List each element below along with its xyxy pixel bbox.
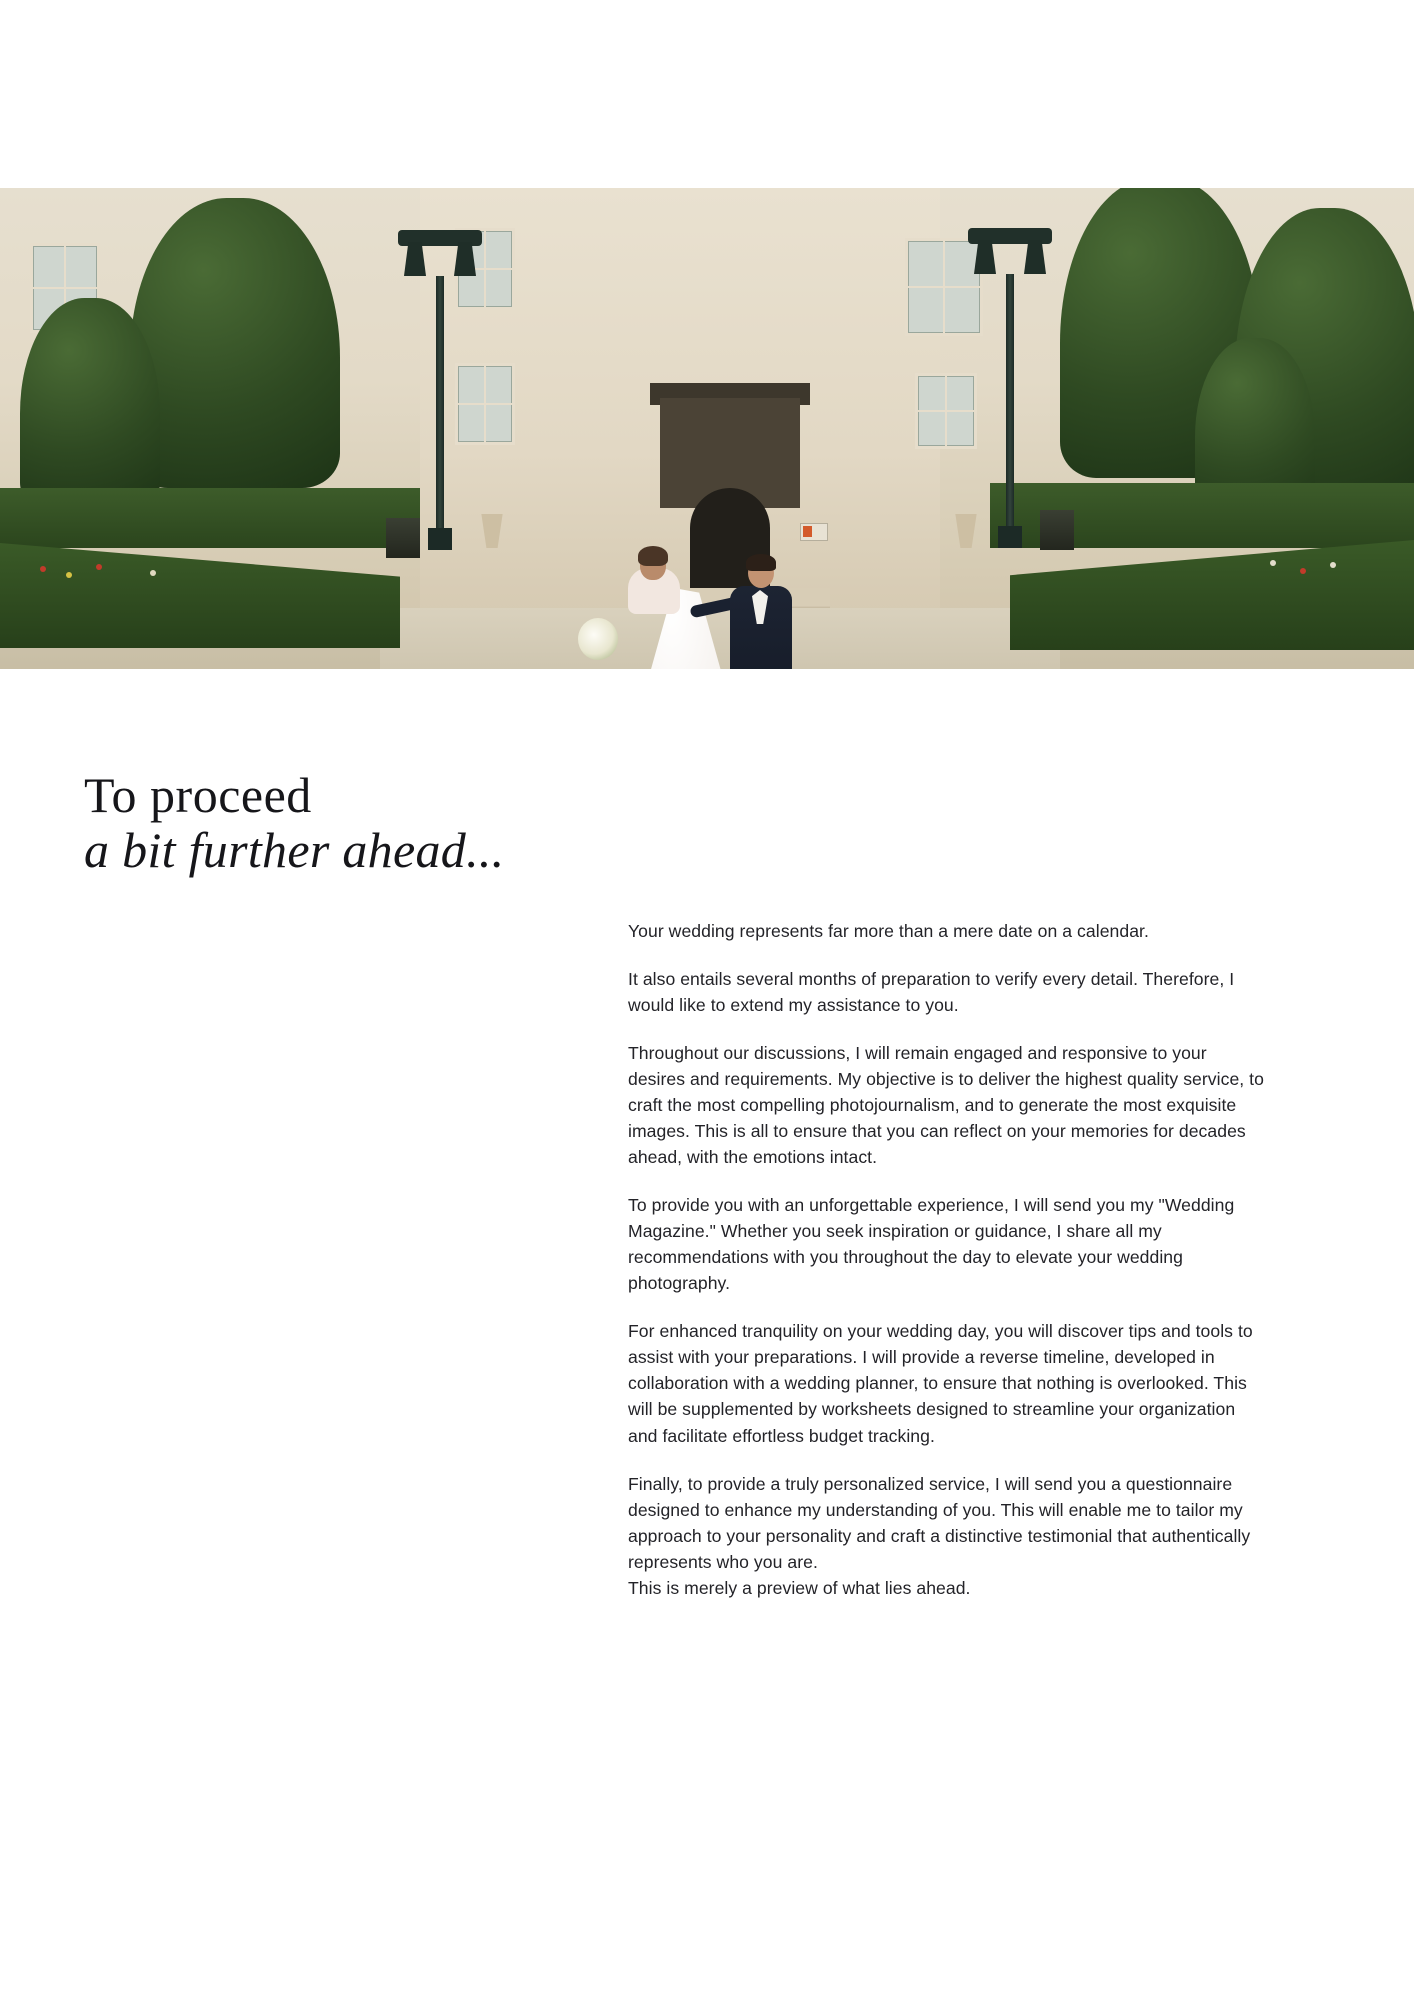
flower-icon: [40, 566, 46, 572]
body-paragraph: For enhanced tranquility on your wedding day, you will discover tips and tools to assist with your preparations. I will provide a reverse timeline, developed in collaboration with a wedding planner, to ensure that nothing is overlooked. This will be supplemented by worksheets designed to streamline your organization and facilitate effortless budget tracking.: [628, 1321, 1253, 1446]
lamp-post-icon: [968, 228, 1052, 548]
body-text-column: [628, 918, 1268, 1601]
topiary-hedge: [20, 298, 160, 508]
hedge-row: [0, 488, 420, 548]
bride-hair: [638, 546, 668, 566]
gravel-path: [380, 608, 1060, 669]
groom-hair: [746, 554, 776, 571]
topiary-hedge: [130, 198, 340, 488]
body-paragraph: Your wedding represents far more than a mere date on a calendar.: [628, 921, 1149, 941]
body-paragraph: Throughout our discussions, I will remain engaged and responsive to your desires and requirements. My objective is to deliver the highest quality service, to craft the most compelling photojournalism, and to generate the most exquisite images. This is all to ensure that you can reflect on your memories for decades ahead, with the emotions intact.: [628, 1043, 1264, 1168]
body-closing-line: This is merely a preview of what lies ahead.: [628, 1577, 971, 1598]
page-title: [84, 767, 704, 881]
lamp-post-icon: [398, 230, 482, 550]
body-paragraph: Finally, to provide a truly personalized service, I will send you a questionnaire designed to enhance my understanding of you. This will enable me to tailor my approach to your personality and craft a distinctive testimonial that authentically represents who you are.: [628, 1473, 1251, 1572]
flower-icon: [1270, 560, 1276, 566]
notice-sign: [800, 523, 828, 541]
hero-scene: [0, 188, 1414, 669]
flower-icon: [1330, 562, 1336, 568]
flower-icon: [96, 564, 102, 570]
bouquet: [578, 618, 618, 660]
page-title-line-1: To proceed: [84, 767, 312, 823]
flower-icon: [66, 572, 72, 578]
flower-icon: [1300, 568, 1306, 574]
body-paragraph: It also entails several months of preparation to verify every detail. Therefore, I would like to extend my assistance to you.: [628, 969, 1235, 1016]
page-title-line-2: a bit further ahead...: [84, 822, 505, 878]
hero-image: [0, 188, 1414, 669]
body-paragraph: To provide you with an unforgettable experience, I will send you my "Wedding Magazine." Whether you seek inspiration or guidance, I share all my recommendations with you throughout the day to elevate your wedding photography.: [628, 1195, 1235, 1294]
flower-icon: [150, 570, 156, 576]
